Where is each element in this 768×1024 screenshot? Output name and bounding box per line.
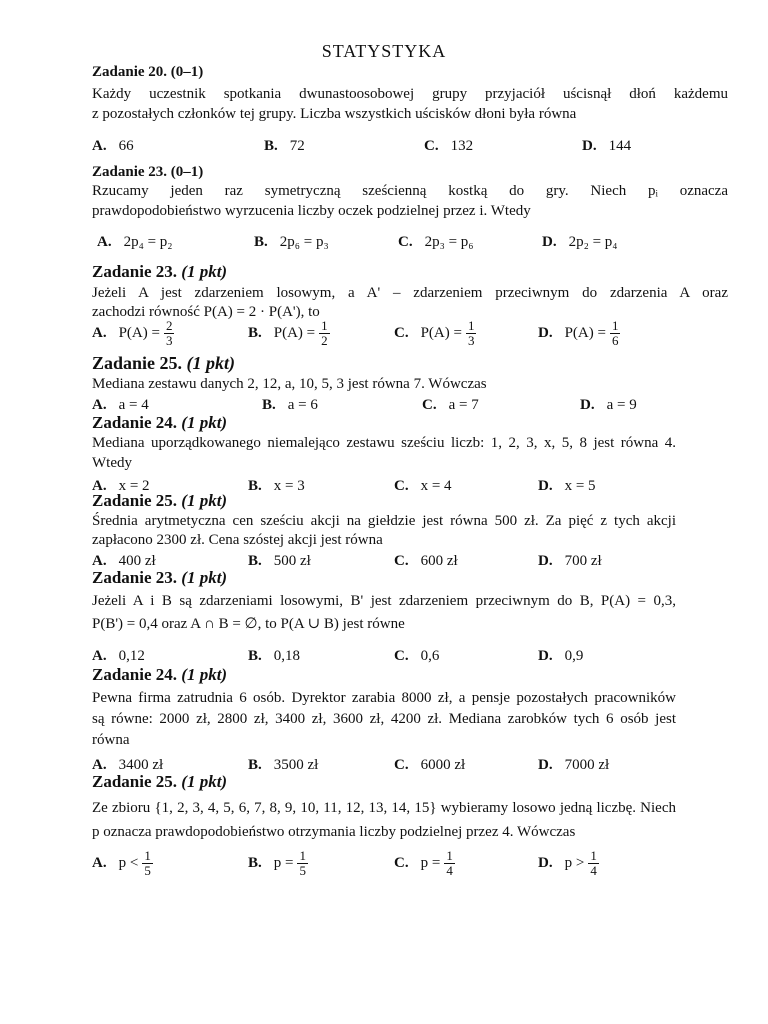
fraction-numerator: 1	[590, 848, 597, 863]
option-value: 72	[289, 138, 305, 154]
fraction-denominator: 5	[299, 863, 306, 878]
task-text-line: zapłacono 2300 zł. Cena szóstej akcji jest równa	[92, 532, 383, 548]
option-label: D.	[538, 478, 553, 494]
fraction-numerator: 1	[144, 848, 151, 863]
option-value: 700 zł	[564, 553, 602, 569]
task-text-line: Pewna firma zatrudnia 6 osób. Dyrektor zarabia 8000 zł, a pensje pozostałych pracowników	[92, 690, 676, 706]
answer-option-a[interactable]	[92, 397, 149, 414]
fraction-denominator: 3	[165, 333, 173, 348]
option-label: C.	[394, 855, 409, 871]
answer-option-a[interactable]	[97, 234, 173, 251]
answer-option-c[interactable]	[398, 234, 474, 251]
option-label: B.	[264, 138, 278, 154]
option-label: C.	[394, 757, 409, 773]
option-value: p >	[564, 855, 585, 871]
option-value: 66	[118, 138, 134, 154]
option-label: B.	[248, 648, 262, 664]
option-value: 500 zł	[273, 553, 311, 569]
task-text-line: równa	[92, 732, 130, 748]
option-label: B.	[248, 478, 262, 494]
answer-option-b[interactable]	[248, 757, 318, 774]
option-value: p =	[273, 855, 294, 871]
answer-option-b[interactable]	[248, 648, 300, 665]
task-points: (1 pkt)	[181, 772, 228, 791]
option-label: A.	[92, 478, 107, 494]
answer-option-b[interactable]	[248, 553, 311, 570]
answer-option-d[interactable]	[542, 234, 618, 251]
task-text-line: Każdy uczestnik spotkania dwunastoosobowej grupy przyjaciół uścisnął dłoń każdemu	[92, 86, 728, 102]
option-label: C.	[398, 234, 413, 250]
fraction	[142, 849, 153, 878]
answer-option-b[interactable]	[248, 478, 305, 495]
option-value: x = 2	[118, 478, 150, 494]
option-label: B.	[248, 553, 262, 569]
task-text-line: z pozostałych członków tej grupy. Liczba wszystkich uścisków dłoni była równa	[92, 106, 577, 122]
task-heading-text: Zadanie 25.	[92, 772, 178, 791]
answer-option-a[interactable]	[92, 849, 153, 878]
fraction-numerator: 1	[446, 848, 453, 863]
option-label: D.	[582, 138, 597, 154]
fraction	[466, 319, 477, 348]
option-value: P(A) =	[273, 325, 316, 341]
option-value: 2p₃ = p₆	[424, 234, 474, 250]
option-value: x = 5	[564, 478, 596, 494]
option-label: C.	[424, 138, 439, 154]
option-label: D.	[538, 648, 553, 664]
option-label: A.	[92, 553, 107, 569]
option-value: 0,6	[420, 648, 440, 664]
task-heading	[92, 772, 227, 792]
option-label: A.	[92, 648, 107, 664]
option-label: C.	[394, 648, 409, 664]
option-value: x = 3	[273, 478, 305, 494]
answer-option-d[interactable]	[580, 397, 637, 414]
task-points: (1 pkt)	[181, 665, 228, 684]
option-value: 600 zł	[420, 553, 458, 569]
answer-option-b[interactable]	[264, 138, 305, 155]
option-value: a = 6	[287, 397, 318, 413]
option-label: D.	[538, 325, 553, 341]
task-text-line: p oznacza prawdopodobieństwo otrzymania liczby podzielnej przez 4. Wówczas	[92, 824, 576, 840]
fraction-denominator: 6	[611, 333, 619, 348]
option-value: 2p₆ = p₃	[279, 234, 329, 250]
fraction	[297, 849, 308, 878]
option-label: A.	[92, 855, 107, 871]
answer-option-a[interactable]	[92, 648, 145, 665]
option-value: 2p₄ = p₂	[123, 234, 173, 250]
option-label: D.	[580, 397, 595, 413]
answer-option-b[interactable]	[248, 319, 330, 348]
task-text-line: Wtedy	[92, 455, 132, 471]
fraction-denominator: 2	[321, 333, 328, 348]
answer-option-a[interactable]	[92, 138, 134, 155]
fraction-numerator: 1	[299, 848, 306, 863]
answer-option-c[interactable]	[424, 138, 473, 155]
task-text-line: Rzucamy jeden raz symetryczną sześcienną kostką do gry. Niech pᵢ oznacza	[92, 183, 728, 199]
answer-option-c[interactable]	[394, 553, 458, 570]
answer-option-d[interactable]	[538, 648, 583, 665]
option-label: A.	[92, 757, 107, 773]
option-label: D.	[538, 553, 553, 569]
option-label: A.	[92, 397, 107, 413]
answer-option-d[interactable]	[582, 138, 631, 155]
task-points: (1 pkt)	[181, 491, 228, 510]
task-heading	[92, 164, 203, 181]
option-value: 7000 zł	[564, 757, 610, 773]
task-points: (1 pkt)	[186, 353, 236, 373]
answer-option-c[interactable]	[394, 757, 465, 774]
fraction	[164, 319, 175, 348]
answer-option-b[interactable]	[248, 849, 308, 878]
task-points: (1 pkt)	[181, 568, 228, 587]
task-text-line: Mediana zestawu danych 2, 12, a, 10, 5, 3 jest równa 7. Wówczas	[92, 376, 487, 392]
fraction-numerator: 1	[321, 318, 328, 333]
answer-option-b[interactable]	[254, 234, 329, 251]
option-value: a = 9	[606, 397, 637, 413]
task-heading	[92, 413, 227, 433]
fraction	[319, 319, 330, 348]
option-label: D.	[542, 234, 557, 250]
option-value: 132	[450, 138, 474, 154]
task-heading	[92, 64, 203, 81]
task-heading	[92, 262, 227, 282]
fraction-numerator: 2	[165, 318, 173, 333]
answer-option-c[interactable]	[394, 478, 452, 495]
fraction	[588, 849, 599, 878]
answer-option-d[interactable]	[538, 757, 609, 774]
task-heading-text: Zadanie 25.	[92, 353, 183, 373]
option-label: B.	[248, 757, 262, 773]
option-value: p <	[118, 855, 139, 871]
option-value: 0,9	[564, 648, 584, 664]
task-heading	[92, 568, 227, 588]
task-heading-text: Zadanie 23.	[92, 262, 178, 281]
answer-option-c[interactable]	[394, 648, 439, 665]
task-text-line: Mediana uporządkowanego niemalejąco zestawu sześciu liczb: 1, 2, 3, x, 5, 8 jest równa 4.	[92, 435, 676, 451]
fraction-denominator: 5	[144, 863, 151, 878]
answer-option-d[interactable]	[538, 553, 602, 570]
option-value: 400 zł	[118, 553, 156, 569]
fraction-denominator: 4	[446, 863, 453, 878]
option-value: P(A) =	[564, 325, 606, 341]
task-text-line: Jeżeli A i B są zdarzeniami losowymi, B' jest zdarzeniem przeciwnym do B, P(A) = 0,3,	[92, 593, 676, 609]
answer-option-c[interactable]	[394, 849, 455, 878]
task-text-line: P(B') = 0,4 oraz A ∩ B = ∅, to P(A ∪ B) jest równe	[92, 616, 405, 632]
answer-option-d[interactable]	[538, 319, 620, 348]
option-label: C.	[394, 325, 409, 341]
task-heading-text: Zadanie 25.	[92, 491, 178, 510]
task-heading-text: Zadanie 23. (0–1)	[92, 164, 204, 180]
task-heading-text: Zadanie 24.	[92, 665, 178, 684]
option-label: D.	[538, 757, 553, 773]
task-heading	[92, 491, 227, 511]
task-heading-text: Zadanie 20. (0–1)	[92, 64, 204, 80]
option-value: a = 7	[448, 397, 479, 413]
answer-option-c[interactable]	[422, 397, 479, 414]
option-label: B.	[248, 325, 262, 341]
option-value: 3400 zł	[118, 757, 164, 773]
option-value: 0,18	[273, 648, 301, 664]
task-text-line: Średnia arytmetyczna cen sześciu akcji na giełdzie jest równa 500 zł. Za pięć z tych akcji	[92, 513, 676, 529]
fraction-denominator: 4	[590, 863, 597, 878]
option-label: C.	[394, 553, 409, 569]
task-text-line: Jeżeli A jest zdarzeniem losowym, a A' – zdarzeniem przeciwnym do zdarzenia A oraz	[92, 285, 728, 301]
option-value: a = 4	[118, 397, 149, 413]
option-value: 2p₂ = p₄	[568, 234, 618, 250]
fraction-denominator: 3	[467, 333, 475, 348]
option-value: P(A) =	[420, 325, 462, 341]
option-value: 144	[608, 138, 632, 154]
task-points: (1 pkt)	[181, 262, 228, 281]
option-label: A.	[92, 138, 107, 154]
option-label: B.	[248, 855, 262, 871]
option-value: x = 4	[420, 478, 452, 494]
task-heading	[92, 353, 235, 374]
task-heading-text: Zadanie 23.	[92, 568, 178, 587]
task-text-line: są równe: 2000 zł, 2800 zł, 3400 zł, 3600 zł, 4200 zł. Mediana zarobków tych 6 osób jest	[92, 711, 676, 727]
option-label: A.	[92, 325, 107, 341]
answer-option-b[interactable]	[262, 397, 318, 414]
option-value: P(A) =	[118, 325, 160, 341]
fraction-numerator: 1	[467, 318, 475, 333]
task-heading	[92, 665, 227, 685]
option-label: B.	[254, 234, 268, 250]
option-value: 6000 zł	[420, 757, 466, 773]
answer-option-d[interactable]	[538, 478, 596, 495]
task-points: (1 pkt)	[181, 413, 228, 432]
task-text-line: prawdopodobieństwo wyrzucenia liczby oczek podzielnej przez i. Wtedy	[92, 203, 531, 219]
option-label: B.	[262, 397, 276, 413]
option-label: C.	[422, 397, 437, 413]
fraction	[610, 319, 621, 348]
answer-option-d[interactable]	[538, 849, 599, 878]
option-label: D.	[538, 855, 553, 871]
option-label: C.	[394, 478, 409, 494]
answer-option-a[interactable]	[92, 319, 174, 348]
option-value: 3500 zł	[273, 757, 319, 773]
page-title: STATYSTYKA	[321, 41, 447, 61]
task-text-line: zachodzi równość P(A) = 2 · P(A'), to	[92, 304, 320, 320]
fraction	[444, 849, 455, 878]
option-value: 0,12	[118, 648, 145, 664]
task-text-line: Ze zbioru {1, 2, 3, 4, 5, 6, 7, 8, 9, 10, 11, 12, 13, 14, 15} wybieramy losowo jedną liczbę. Niech	[92, 800, 676, 816]
fraction-numerator: 1	[611, 318, 619, 333]
option-label: A.	[97, 234, 112, 250]
option-value: p =	[420, 855, 441, 871]
task-heading-text: Zadanie 24.	[92, 413, 178, 432]
answer-option-c[interactable]	[394, 319, 476, 348]
